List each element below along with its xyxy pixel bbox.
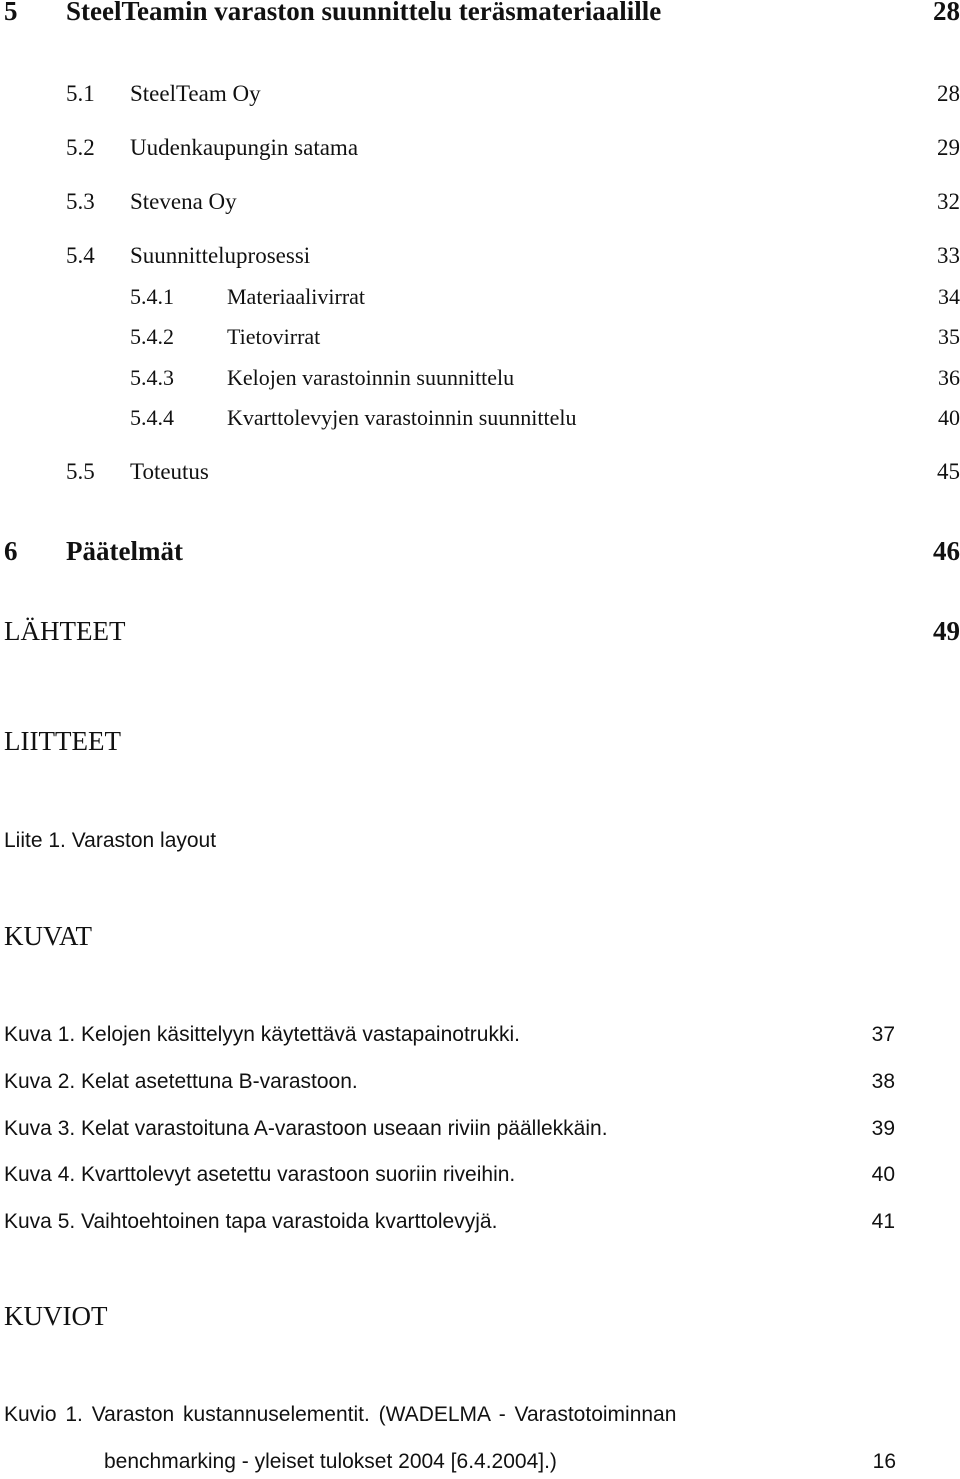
toc-section-title: Uudenkaupungin satama <box>130 135 359 160</box>
toc-subsection-title: Kvarttolevyjen varastoinnin suunnittelu <box>227 405 577 430</box>
chart-list-page: 16 <box>872 1450 896 1473</box>
figure-list-page: 40 <box>871 1163 895 1186</box>
toc-subsection-page: 36 <box>938 365 960 390</box>
toc-subsection-page: 40 <box>938 405 960 430</box>
toc-subsection-page: 34 <box>938 284 960 309</box>
toc-section-page: 28 <box>937 81 960 106</box>
charts-heading: KUVIOT <box>4 1301 108 1331</box>
figure-list-item: Kuva 4. Kvarttolevyt asetettu varastoon suoriin riveihin. <box>4 1163 516 1186</box>
appendix-item: Liite 1. Varaston layout <box>4 829 217 852</box>
toc-section-title: SteelTeam Oy <box>130 81 261 106</box>
appendices-heading: LIITTEET <box>4 726 121 756</box>
toc-chapter-page: 46 <box>933 536 960 566</box>
chart-list-item-continuation: benchmarking - yleiset tulokset 2004 [6.4.2004].) <box>104 1450 557 1473</box>
figure-list-page: 39 <box>871 1117 895 1140</box>
toc-subsection-page: 35 <box>938 324 960 349</box>
figure-list-item: Kuva 1. Kelojen käsittelyyn käytettävä vastapainotrukki. <box>4 1023 520 1046</box>
toc-subsection-title: Materiaalivirrat <box>227 284 366 309</box>
figure-list-item: Kuva 5. Vaihtoehtoinen tapa varastoida kvarttolevyjä. <box>4 1210 498 1233</box>
toc-chapter-page: 28 <box>933 0 960 26</box>
toc-subsection-number: 5.4.1 <box>130 284 174 309</box>
toc-section-number: 5.5 <box>66 459 95 484</box>
toc-chapter-number: 5 <box>4 0 18 26</box>
toc-chapter-title: SteelTeamin varaston suunnittelu teräsmateriaalille <box>66 0 662 26</box>
toc-section-number: 5.3 <box>66 189 95 214</box>
figure-list-item: Kuva 3. Kelat varastoituna A-varastoon useaan riviin päällekkäin. <box>4 1117 608 1140</box>
toc-section-number: 5.4 <box>66 243 95 268</box>
chart-list-item: Kuvio 1. Varaston kustannuselementit. (WADELMA - Varastotoiminnan <box>4 1403 677 1426</box>
toc-section-page: 45 <box>937 459 960 484</box>
toc-section-page: 32 <box>937 189 960 214</box>
toc-section-title: Suunnitteluprosessi <box>130 243 311 268</box>
toc-chapter-title: Päätelmät <box>66 536 183 566</box>
toc-section-number: 5.1 <box>66 81 95 106</box>
figure-list-page: 38 <box>871 1070 895 1093</box>
figure-list-page: 41 <box>871 1210 895 1233</box>
toc-section-title: Toteutus <box>130 459 209 484</box>
toc-subsection-title: Kelojen varastoinnin suunnittelu <box>227 365 515 390</box>
references-page: 49 <box>933 616 960 646</box>
toc-subsection-title: Tietovirrat <box>227 324 321 349</box>
references-heading: LÄHTEET <box>4 616 126 646</box>
toc-subsection-number: 5.4.3 <box>130 365 174 390</box>
toc-subsection-number: 5.4.2 <box>130 324 174 349</box>
figure-list-page: 37 <box>871 1023 895 1046</box>
figure-list-item: Kuva 2. Kelat asetettuna B-varastoon. <box>4 1070 358 1093</box>
figures-heading: KUVAT <box>4 921 93 951</box>
toc-section-page: 33 <box>937 243 960 268</box>
toc-subsection-number: 5.4.4 <box>130 405 174 430</box>
toc-section-page: 29 <box>937 135 960 160</box>
toc-chapter-number: 6 <box>4 536 18 566</box>
toc-section-number: 5.2 <box>66 135 95 160</box>
toc-section-title: Stevena Oy <box>130 189 237 214</box>
